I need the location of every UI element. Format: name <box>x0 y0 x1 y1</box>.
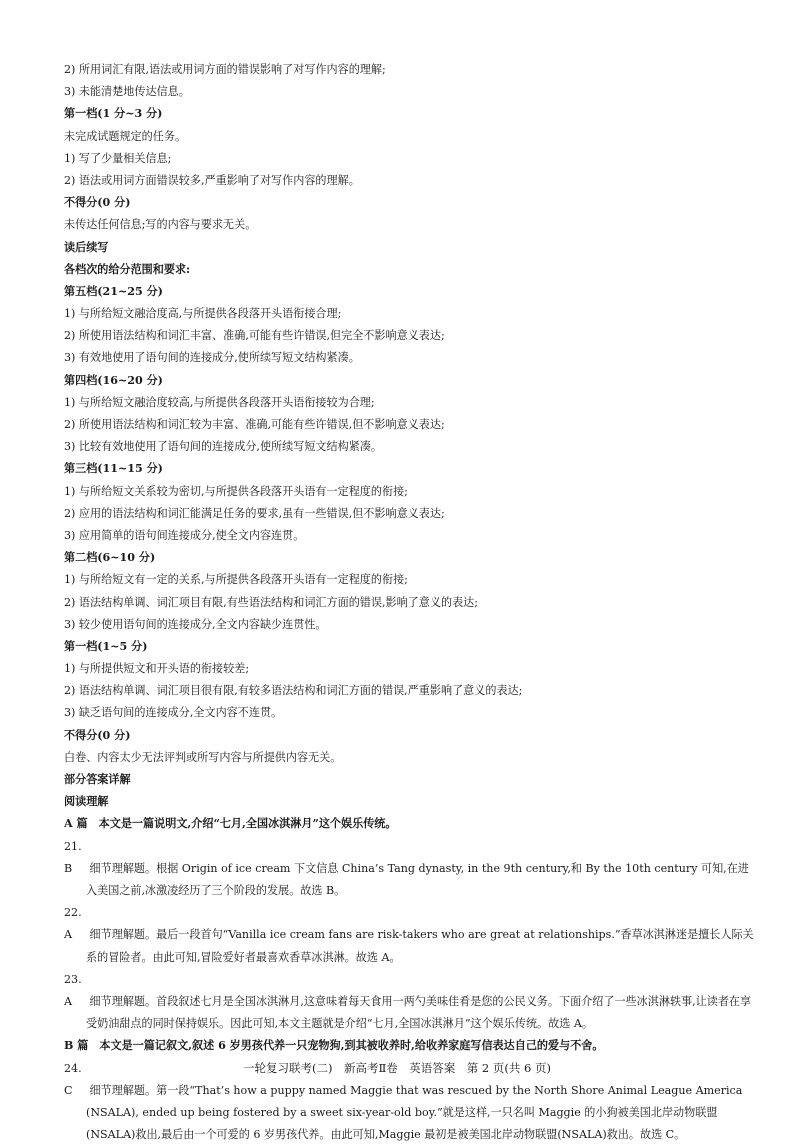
text-line: 1) 写了少量相关信息; <box>64 151 172 165</box>
heading-line: 阅读理解 <box>64 795 109 809</box>
text-line: 3) 较少使用语句间的连接成分,全文内容缺少连贯性。 <box>64 617 327 631</box>
text-line: 1) 与所提供短文和开头语的衔接较差; <box>64 662 250 676</box>
heading-line: 第四档(16~20 分) <box>64 373 163 387</box>
text-line: 1) 与所给短文融洽度较高,与所提供各段落开头语衔接较为合理; <box>64 395 375 409</box>
text-line: 2) 语法或用词方面错误较多,严重影响了对写作内容的理解。 <box>64 173 360 187</box>
text-line: 3) 应用简单的语句间连接成分,使全文内容连贯。 <box>64 528 305 542</box>
text-line: 2) 所使用语法结构和词汇较为丰富、准确,可能有些许错误,但不影响意义表达; <box>64 418 445 431</box>
heading-line: 不得分(0 分) <box>64 728 131 742</box>
heading-line: 不得分(0 分) <box>64 196 131 210</box>
answer-number: 24. C <box>64 1061 82 1097</box>
answer-explanation: 细节理解题。最后一段首句“Vanilla ice cream fans are risk-takers who are great at relationships.”香草冰淇淋迷是擅长人际关系的冒险者。由此可知,冒险爱好者最喜欢香草冰淇淋。故选 A。 <box>86 928 754 964</box>
text-line: 白卷、内容太少无法评判或所写内容与所提供内容无关。 <box>64 750 342 764</box>
text-line: 1) 与所给短文有一定的关系,与所提供各段落开头语有一定程度的衔接; <box>64 573 408 587</box>
text-line: 2) 语法结构单调、词汇项目很有限,有较多语法结构和词汇方面的错误,严重影响了意义的表达; <box>64 684 523 698</box>
heading-line: 第一档(1~5 分) <box>64 639 148 653</box>
text-line: 2) 所用词汇有限,语法或用词方面的错误影响了对写作内容的理解; <box>64 63 386 76</box>
answer-number: 21. B <box>64 839 82 875</box>
page-footer: 一轮复习联考(二) 新高考Ⅱ卷 英语答案 第 2 页(共 6 页) <box>242 1061 551 1075</box>
heading-line: 第五档(21~25 分) <box>64 284 163 298</box>
text-line: 3) 未能清楚地传达信息。 <box>64 85 190 99</box>
heading-line: A 篇 本文是一篇说明文,介绍“七月,全国冰淇淋月”这个娱乐传统。 <box>64 817 397 831</box>
text-line: 未传达任何信息;写的内容与要求无关。 <box>64 218 257 232</box>
text-line: 2) 应用的语法结构和词汇能满足任务的要求,虽有一些错误,但不影响意义表达; <box>64 506 445 520</box>
heading-line: 各档次的给分范围和要求: <box>64 262 191 276</box>
heading-line: 部分答案详解 <box>64 773 131 786</box>
answer-number: 22. A <box>64 906 82 942</box>
answer-explanation: 细节理解题。根据 Origin of ice cream 下文信息 China’s Tang dynasty, in the 9th century,和 By the 10th century 可知,在进入美国之前,冰激凌经历了三个阶段的发展。故选 B。 <box>86 861 749 897</box>
text-line: 2) 语法结构单调、词汇项目有限,有些语法结构和词汇方面的错误,影响了意义的表达; <box>64 595 478 609</box>
heading-line: 第一档(1 分~3 分) <box>64 107 163 121</box>
text-line: 1) 与所给短文融洽度高,与所提供各段落开头语衔接合理; <box>64 307 342 321</box>
section-b-heading: B 篇 本文是一篇记叙文,叙述 6 岁男孩代养一只宠物狗,到其被收养时,给收养家庭写信表达自己的爱与不舍。 <box>64 1039 604 1053</box>
text-line: 3) 缺乏语句间的连接成分,全文内容不连贯。 <box>64 706 283 720</box>
text-line: 3) 有效地使用了语句间的连接成分,使所续写短文结构紧凑。 <box>64 351 360 365</box>
answer-item <box>64 969 754 1036</box>
heading-line: 读后续写 <box>64 240 109 254</box>
answer-item <box>64 902 754 969</box>
answer-number: 23. A <box>64 972 82 1008</box>
text-line: 1) 与所给短文关系较为密切,与所提供各段落开头语有一定程度的衔接; <box>64 484 408 498</box>
scoring-criteria <box>64 59 754 836</box>
text-line: 未完成试题规定的任务。 <box>64 129 187 143</box>
answers-section-a <box>64 836 754 1036</box>
answer-explanation: 细节理解题。首段叙述七月是全国冰淇淋月,这意味着每天食用一两勺美味佳肴是您的公民义务。下面介绍了一些冰淇淋轶事,让读者在享受奶油甜点的同时保持娱乐。因此可知,本文主题就是介绍“七月,全国冰淇淋月”这个娱乐传统。故选 A。 <box>86 994 752 1031</box>
answer-item <box>64 836 754 903</box>
answer-explanation: 细节理解题。第一段“That’s how a puppy named Maggie that was rescued by the North Shore Animal League America (NSALA), ended up being fostered by a sweet six-year-old boy.”就是这样,一只名叫 Maggie 的小狗被美国北岸动物联盟(NSALA)救出,最后由一个可爱的 6 岁男孩代养。由此可知,Maggie 最初是被美国北岸动物联盟(NSALA)救出。故选 C。 <box>86 1083 743 1142</box>
heading-line: 第三档(11~15 分) <box>64 462 163 476</box>
heading-line: 第二档(6~10 分) <box>64 551 156 565</box>
text-line: 3) 比较有效地使用了语句间的连接成分,使所续写短文结构紧凑。 <box>64 440 382 454</box>
text-line: 2) 所使用语法结构和词汇丰富、准确,可能有些许错误,但完全不影响意义表达; <box>64 329 445 343</box>
